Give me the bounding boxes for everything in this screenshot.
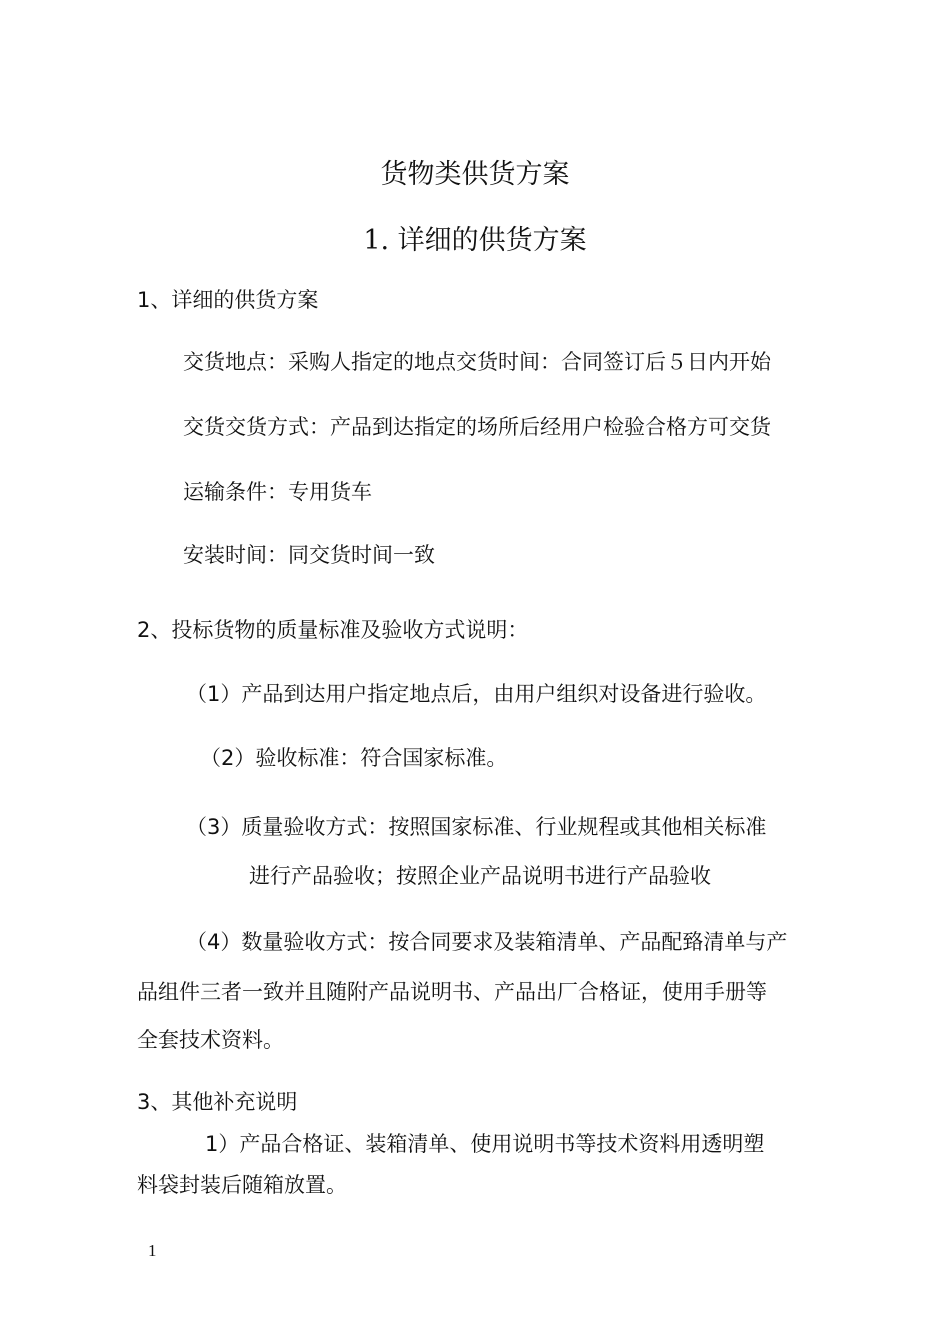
acceptance-item-4-line-3: 全套技术资料。: [137, 1028, 284, 1052]
acceptance-item-1: （1）产品到达用户指定地点后，由用户组织对设备进行验收。: [186, 682, 767, 706]
acceptance-item-2: （2）验收标准：符合国家标准。: [200, 746, 508, 770]
document-subtitle: 1. 详细的供货方案: [363, 225, 587, 256]
acceptance-item-4-line-2: 品组件三者一致并且随附产品说明书、产品出厂合格证，使用手册等: [137, 980, 767, 1004]
transport-condition-line: 运输条件：专用货车: [183, 480, 372, 504]
page-number: 1: [148, 1241, 157, 1260]
acceptance-item-4-line-1: （4）数量验收方式：按合同要求及装箱清单、产品配臵清单与产: [186, 930, 788, 954]
install-time-line: 安装时间：同交货时间一致: [183, 543, 435, 567]
section-1-heading: 1、详细的供货方案: [137, 288, 319, 312]
supplement-item-1-line-2: 料袋封装后随箱放置。: [137, 1173, 347, 1197]
delivery-place-line: 交货地点：采购人指定的地点交货时间：合同签订后５日内开始: [183, 350, 771, 374]
section-3-heading: 3、其他补充说明: [137, 1090, 298, 1114]
document-title: 货物类供货方案: [380, 159, 570, 190]
acceptance-item-3-line-1: （3）质量验收方式：按照国家标准、行业规程或其他相关标准: [186, 815, 767, 839]
supplement-item-1-line-1: 1）产品合格证、装箱清单、使用说明书等技术资料用透明塑: [205, 1132, 765, 1156]
section-2-heading: 2、投标货物的质量标准及验收方式说明：: [137, 618, 529, 642]
acceptance-item-3-line-2: 进行产品验收；按照企业产品说明书进行产品验收: [249, 864, 711, 888]
delivery-method-line: 交货交货方式：产品到达指定的场所后经用户检验合格方可交货: [183, 415, 771, 439]
